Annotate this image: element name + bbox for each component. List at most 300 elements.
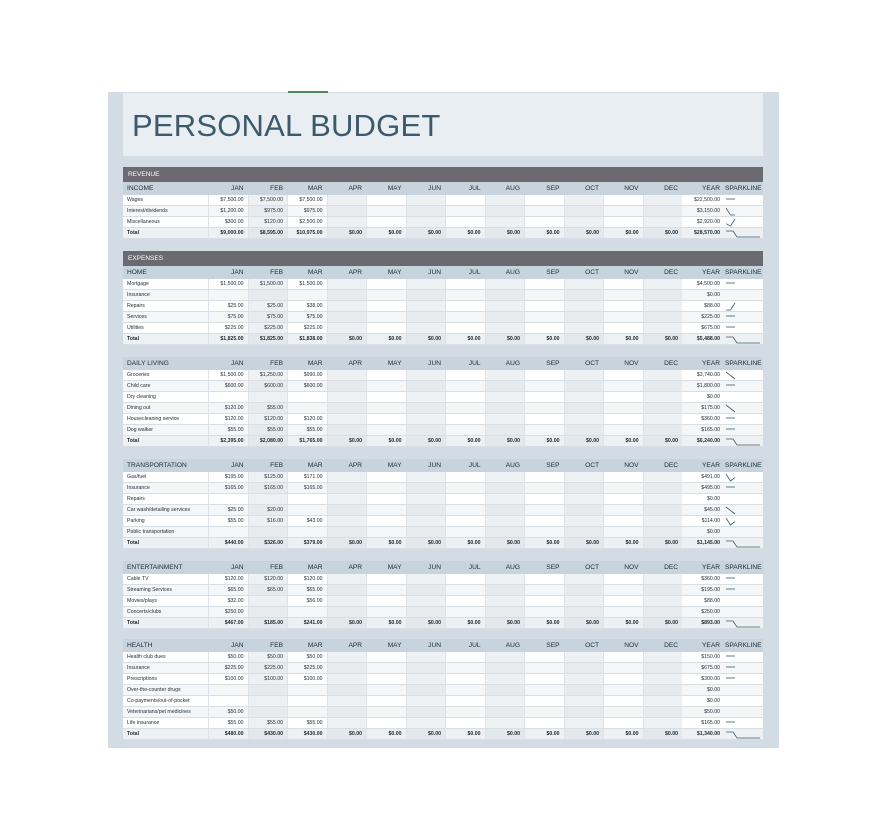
cell-nov[interactable] xyxy=(603,663,643,673)
cell-feb[interactable]: $50.00 xyxy=(248,652,288,662)
cell-jan[interactable]: $1,500.00 xyxy=(208,370,248,380)
cell-aug[interactable] xyxy=(485,494,525,504)
cell-feb[interactable]: $975.00 xyxy=(248,206,288,216)
row-label[interactable]: Repairs xyxy=(127,303,145,309)
cell-apr[interactable] xyxy=(327,414,367,424)
total-sep[interactable]: $0.00 xyxy=(524,618,564,628)
cell-aug[interactable] xyxy=(485,663,525,673)
cell-sep[interactable] xyxy=(524,290,564,300)
cell-apr[interactable] xyxy=(327,290,367,300)
cell-dec[interactable] xyxy=(643,527,683,537)
cell-apr[interactable] xyxy=(327,403,367,413)
cell-may[interactable] xyxy=(366,217,406,227)
cell-jul[interactable] xyxy=(445,323,485,333)
cell-feb[interactable]: $600.00 xyxy=(248,381,288,391)
cell-apr[interactable] xyxy=(327,652,367,662)
total-apr[interactable]: $0.00 xyxy=(327,228,367,238)
cell-may[interactable] xyxy=(366,685,406,695)
cell-mar[interactable]: $7,500.00 xyxy=(287,195,327,205)
cell-feb[interactable]: $1,250.00 xyxy=(248,370,288,380)
cell-jul[interactable] xyxy=(445,585,485,595)
row-label[interactable]: Insurance xyxy=(127,665,150,671)
total-year[interactable]: $28,570.00 xyxy=(694,230,720,236)
cell-aug[interactable] xyxy=(485,685,525,695)
cell-apr[interactable] xyxy=(327,596,367,606)
cell-nov[interactable] xyxy=(603,290,643,300)
cell-nov[interactable] xyxy=(603,323,643,333)
cell-sep[interactable] xyxy=(524,414,564,424)
total-dec[interactable]: $0.00 xyxy=(643,334,683,344)
cell-may[interactable] xyxy=(366,323,406,333)
cell-sep[interactable] xyxy=(524,483,564,493)
cell-may[interactable] xyxy=(366,381,406,391)
cell-sep[interactable] xyxy=(524,195,564,205)
cell-may[interactable] xyxy=(366,312,406,322)
year-total-cell[interactable]: $491.00 xyxy=(701,474,720,480)
total-year[interactable]: $1,145.00 xyxy=(696,540,720,546)
cell-mar[interactable]: $225.00 xyxy=(287,323,327,333)
cell-dec[interactable] xyxy=(643,674,683,684)
cell-dec[interactable] xyxy=(643,718,683,728)
row-label[interactable]: Veterinarians/pet medicines xyxy=(127,709,191,715)
total-feb[interactable]: $326.00 xyxy=(248,538,288,548)
total-nov[interactable]: $0.00 xyxy=(603,436,643,446)
cell-jun[interactable] xyxy=(406,425,446,435)
year-total-cell[interactable]: $0.00 xyxy=(707,529,720,535)
cell-mar[interactable] xyxy=(287,392,327,402)
total-dec[interactable]: $0.00 xyxy=(643,729,683,739)
cell-jun[interactable] xyxy=(406,607,446,617)
cell-aug[interactable] xyxy=(485,674,525,684)
cell-mar[interactable]: $2,500.00 xyxy=(287,217,327,227)
cell-nov[interactable] xyxy=(603,217,643,227)
cell-oct[interactable] xyxy=(564,585,604,595)
cell-may[interactable] xyxy=(366,574,406,584)
year-total-cell[interactable]: $250.00 xyxy=(701,609,720,615)
cell-jan[interactable]: $225.00 xyxy=(208,663,248,673)
cell-jun[interactable] xyxy=(406,206,446,216)
cell-apr[interactable] xyxy=(327,472,367,482)
cell-may[interactable] xyxy=(366,718,406,728)
total-year[interactable]: $6,240.00 xyxy=(696,438,720,444)
total-may[interactable]: $0.00 xyxy=(366,618,406,628)
cell-jun[interactable] xyxy=(406,414,446,424)
row-label[interactable]: Interest/dividends xyxy=(127,208,168,214)
cell-dec[interactable] xyxy=(643,403,683,413)
cell-apr[interactable] xyxy=(327,718,367,728)
cell-aug[interactable] xyxy=(485,472,525,482)
total-jan[interactable]: $480.00 xyxy=(208,729,248,739)
row-label[interactable]: Dog walker xyxy=(127,427,153,433)
row-label[interactable]: Mortgage xyxy=(127,281,149,287)
cell-mar[interactable] xyxy=(287,607,327,617)
cell-jun[interactable] xyxy=(406,596,446,606)
total-oct[interactable]: $0.00 xyxy=(564,729,604,739)
cell-feb[interactable]: $25.00 xyxy=(248,301,288,311)
cell-jun[interactable] xyxy=(406,217,446,227)
cell-oct[interactable] xyxy=(564,494,604,504)
cell-mar[interactable]: $990.00 xyxy=(287,370,327,380)
cell-apr[interactable] xyxy=(327,516,367,526)
total-oct[interactable]: $0.00 xyxy=(564,228,604,238)
total-year[interactable]: $5,488.00 xyxy=(696,336,720,342)
cell-jul[interactable] xyxy=(445,718,485,728)
cell-jan[interactable]: $1,200.00 xyxy=(208,206,248,216)
cell-may[interactable] xyxy=(366,370,406,380)
cell-may[interactable] xyxy=(366,414,406,424)
cell-may[interactable] xyxy=(366,483,406,493)
total-aug[interactable]: $0.00 xyxy=(485,228,525,238)
total-may[interactable]: $0.00 xyxy=(366,436,406,446)
cell-may[interactable] xyxy=(366,403,406,413)
cell-nov[interactable] xyxy=(603,206,643,216)
cell-oct[interactable] xyxy=(564,696,604,706)
cell-sep[interactable] xyxy=(524,685,564,695)
year-total-cell[interactable]: $1,800.00 xyxy=(696,383,720,389)
cell-mar[interactable]: $55.00 xyxy=(287,425,327,435)
cell-may[interactable] xyxy=(366,206,406,216)
cell-jan[interactable] xyxy=(208,527,248,537)
cell-nov[interactable] xyxy=(603,685,643,695)
cell-jan[interactable] xyxy=(208,494,248,504)
cell-may[interactable] xyxy=(366,392,406,402)
cell-feb[interactable]: $225.00 xyxy=(248,323,288,333)
cell-jun[interactable] xyxy=(406,370,446,380)
cell-aug[interactable] xyxy=(485,425,525,435)
cell-jan[interactable]: $1,500.00 xyxy=(208,279,248,289)
cell-sep[interactable] xyxy=(524,674,564,684)
cell-may[interactable] xyxy=(366,279,406,289)
cell-jun[interactable] xyxy=(406,290,446,300)
cell-mar[interactable] xyxy=(287,403,327,413)
cell-jun[interactable] xyxy=(406,323,446,333)
cell-jan[interactable]: $120.00 xyxy=(208,403,248,413)
cell-feb[interactable] xyxy=(248,596,288,606)
cell-nov[interactable] xyxy=(603,505,643,515)
cell-mar[interactable]: $600.00 xyxy=(287,381,327,391)
cell-jan[interactable]: $25.00 xyxy=(208,505,248,515)
row-label[interactable]: Concerts/clubs xyxy=(127,609,162,615)
cell-jul[interactable] xyxy=(445,527,485,537)
cell-jan[interactable]: $25.00 xyxy=(208,301,248,311)
cell-aug[interactable] xyxy=(485,403,525,413)
cell-dec[interactable] xyxy=(643,505,683,515)
cell-aug[interactable] xyxy=(485,607,525,617)
total-nov[interactable]: $0.00 xyxy=(603,729,643,739)
cell-nov[interactable] xyxy=(603,483,643,493)
year-total-cell[interactable]: $0.00 xyxy=(707,698,720,704)
cell-nov[interactable] xyxy=(603,279,643,289)
total-jul[interactable]: $0.00 xyxy=(445,334,485,344)
cell-may[interactable] xyxy=(366,301,406,311)
cell-dec[interactable] xyxy=(643,370,683,380)
cell-may[interactable] xyxy=(366,195,406,205)
cell-apr[interactable] xyxy=(327,370,367,380)
year-total-cell[interactable]: $114.00 xyxy=(701,518,720,524)
cell-nov[interactable] xyxy=(603,707,643,717)
cell-sep[interactable] xyxy=(524,301,564,311)
total-jun[interactable]: $0.00 xyxy=(406,228,446,238)
cell-mar[interactable]: $56.00 xyxy=(287,596,327,606)
cell-aug[interactable] xyxy=(485,574,525,584)
cell-mar[interactable] xyxy=(287,696,327,706)
total-feb[interactable]: $1,825.00 xyxy=(248,334,288,344)
cell-jul[interactable] xyxy=(445,663,485,673)
year-total-cell[interactable]: $300.00 xyxy=(701,676,720,682)
total-mar[interactable]: $379.00 xyxy=(287,538,327,548)
cell-may[interactable] xyxy=(366,663,406,673)
cell-feb[interactable]: $65.00 xyxy=(248,585,288,595)
cell-jul[interactable] xyxy=(445,596,485,606)
cell-jan[interactable] xyxy=(208,290,248,300)
total-sep[interactable]: $0.00 xyxy=(524,729,564,739)
cell-nov[interactable] xyxy=(603,392,643,402)
cell-jul[interactable] xyxy=(445,425,485,435)
cell-sep[interactable] xyxy=(524,323,564,333)
cell-may[interactable] xyxy=(366,505,406,515)
cell-jan[interactable]: $165.00 xyxy=(208,483,248,493)
cell-mar[interactable]: $225.00 xyxy=(287,663,327,673)
cell-oct[interactable] xyxy=(564,301,604,311)
year-total-cell[interactable]: $45.00 xyxy=(704,507,720,513)
year-total-cell[interactable]: $0.00 xyxy=(707,292,720,298)
cell-oct[interactable] xyxy=(564,718,604,728)
cell-jun[interactable] xyxy=(406,707,446,717)
cell-oct[interactable] xyxy=(564,663,604,673)
cell-sep[interactable] xyxy=(524,574,564,584)
cell-nov[interactable] xyxy=(603,472,643,482)
cell-mar[interactable]: $120.00 xyxy=(287,574,327,584)
cell-dec[interactable] xyxy=(643,217,683,227)
total-aug[interactable]: $0.00 xyxy=(485,538,525,548)
cell-jan[interactable] xyxy=(208,696,248,706)
cell-may[interactable] xyxy=(366,707,406,717)
cell-dec[interactable] xyxy=(643,414,683,424)
row-label[interactable]: Health club dues xyxy=(127,654,166,660)
cell-jan[interactable]: $100.00 xyxy=(208,674,248,684)
cell-jul[interactable] xyxy=(445,290,485,300)
cell-jan[interactable]: $120.00 xyxy=(208,574,248,584)
cell-aug[interactable] xyxy=(485,483,525,493)
cell-aug[interactable] xyxy=(485,392,525,402)
cell-sep[interactable] xyxy=(524,663,564,673)
cell-nov[interactable] xyxy=(603,403,643,413)
cell-aug[interactable] xyxy=(485,206,525,216)
cell-oct[interactable] xyxy=(564,370,604,380)
cell-oct[interactable] xyxy=(564,574,604,584)
cell-may[interactable] xyxy=(366,290,406,300)
total-nov[interactable]: $0.00 xyxy=(603,538,643,548)
cell-may[interactable] xyxy=(366,516,406,526)
total-oct[interactable]: $0.00 xyxy=(564,334,604,344)
cell-feb[interactable]: $16.00 xyxy=(248,516,288,526)
total-may[interactable]: $0.00 xyxy=(366,228,406,238)
cell-dec[interactable] xyxy=(643,290,683,300)
cell-dec[interactable] xyxy=(643,195,683,205)
year-total-cell[interactable]: $165.00 xyxy=(701,427,720,433)
total-jun[interactable]: $0.00 xyxy=(406,618,446,628)
cell-apr[interactable] xyxy=(327,381,367,391)
cell-jan[interactable] xyxy=(208,685,248,695)
cell-dec[interactable] xyxy=(643,596,683,606)
cell-feb[interactable]: $125.00 xyxy=(248,472,288,482)
total-jul[interactable]: $0.00 xyxy=(445,538,485,548)
year-total-cell[interactable]: $4,500.00 xyxy=(696,281,720,287)
cell-jul[interactable] xyxy=(445,516,485,526)
cell-oct[interactable] xyxy=(564,652,604,662)
cell-jan[interactable]: $55.00 xyxy=(208,516,248,526)
cell-feb[interactable]: $75.00 xyxy=(248,312,288,322)
cell-dec[interactable] xyxy=(643,472,683,482)
cell-jul[interactable] xyxy=(445,685,485,695)
cell-mar[interactable]: $65.00 xyxy=(287,585,327,595)
cell-nov[interactable] xyxy=(603,718,643,728)
cell-apr[interactable] xyxy=(327,505,367,515)
cell-dec[interactable] xyxy=(643,652,683,662)
total-nov[interactable]: $0.00 xyxy=(603,334,643,344)
year-total-cell[interactable]: $2,920.00 xyxy=(696,219,720,225)
cell-jan[interactable]: $195.00 xyxy=(208,472,248,482)
cell-oct[interactable] xyxy=(564,425,604,435)
cell-jul[interactable] xyxy=(445,607,485,617)
cell-mar[interactable] xyxy=(287,527,327,537)
cell-nov[interactable] xyxy=(603,596,643,606)
year-total-cell[interactable]: $225.00 xyxy=(701,314,720,320)
cell-jan[interactable]: $600.00 xyxy=(208,381,248,391)
cell-mar[interactable] xyxy=(287,707,327,717)
cell-aug[interactable] xyxy=(485,381,525,391)
cell-may[interactable] xyxy=(366,607,406,617)
cell-apr[interactable] xyxy=(327,696,367,706)
cell-jun[interactable] xyxy=(406,663,446,673)
row-label[interactable]: Cable TV xyxy=(127,576,149,582)
total-dec[interactable]: $0.00 xyxy=(643,436,683,446)
cell-jun[interactable] xyxy=(406,312,446,322)
cell-feb[interactable] xyxy=(248,685,288,695)
total-jun[interactable]: $0.00 xyxy=(406,334,446,344)
cell-jul[interactable] xyxy=(445,312,485,322)
row-label[interactable]: Dry cleaning xyxy=(127,394,156,400)
row-label[interactable]: Services xyxy=(127,314,147,320)
total-dec[interactable]: $0.00 xyxy=(643,618,683,628)
cell-sep[interactable] xyxy=(524,425,564,435)
cell-aug[interactable] xyxy=(485,195,525,205)
year-total-cell[interactable]: $22,500.00 xyxy=(694,197,720,203)
cell-jun[interactable] xyxy=(406,403,446,413)
cell-oct[interactable] xyxy=(564,381,604,391)
year-total-cell[interactable]: $675.00 xyxy=(701,665,720,671)
year-total-cell[interactable]: $150.00 xyxy=(701,654,720,660)
cell-jul[interactable] xyxy=(445,707,485,717)
cell-jul[interactable] xyxy=(445,472,485,482)
cell-sep[interactable] xyxy=(524,696,564,706)
cell-nov[interactable] xyxy=(603,494,643,504)
cell-dec[interactable] xyxy=(643,585,683,595)
cell-jun[interactable] xyxy=(406,494,446,504)
cell-feb[interactable]: $55.00 xyxy=(248,718,288,728)
cell-jan[interactable]: $120.00 xyxy=(208,414,248,424)
cell-jul[interactable] xyxy=(445,674,485,684)
cell-feb[interactable]: $120.00 xyxy=(248,414,288,424)
cell-may[interactable] xyxy=(366,596,406,606)
cell-jul[interactable] xyxy=(445,381,485,391)
cell-mar[interactable]: $165.00 xyxy=(287,483,327,493)
cell-aug[interactable] xyxy=(485,696,525,706)
cell-nov[interactable] xyxy=(603,370,643,380)
total-feb[interactable]: $2,080.00 xyxy=(248,436,288,446)
cell-dec[interactable] xyxy=(643,607,683,617)
cell-oct[interactable] xyxy=(564,596,604,606)
cell-dec[interactable] xyxy=(643,279,683,289)
total-oct[interactable]: $0.00 xyxy=(564,436,604,446)
cell-feb[interactable]: $1,500.00 xyxy=(248,279,288,289)
cell-dec[interactable] xyxy=(643,301,683,311)
cell-jun[interactable] xyxy=(406,674,446,684)
cell-dec[interactable] xyxy=(643,663,683,673)
total-jun[interactable]: $0.00 xyxy=(406,538,446,548)
cell-jan[interactable]: $55.00 xyxy=(208,718,248,728)
cell-dec[interactable] xyxy=(643,685,683,695)
cell-apr[interactable] xyxy=(327,663,367,673)
total-sep[interactable]: $0.00 xyxy=(524,334,564,344)
cell-sep[interactable] xyxy=(524,596,564,606)
year-total-cell[interactable]: $0.00 xyxy=(707,496,720,502)
total-mar[interactable]: $241.00 xyxy=(287,618,327,628)
cell-oct[interactable] xyxy=(564,195,604,205)
cell-aug[interactable] xyxy=(485,652,525,662)
cell-mar[interactable] xyxy=(287,685,327,695)
cell-apr[interactable] xyxy=(327,195,367,205)
cell-apr[interactable] xyxy=(327,685,367,695)
cell-may[interactable] xyxy=(366,527,406,537)
cell-feb[interactable]: $120.00 xyxy=(248,217,288,227)
cell-oct[interactable] xyxy=(564,206,604,216)
cell-apr[interactable] xyxy=(327,312,367,322)
cell-feb[interactable] xyxy=(248,707,288,717)
cell-nov[interactable] xyxy=(603,312,643,322)
cell-jun[interactable] xyxy=(406,301,446,311)
cell-nov[interactable] xyxy=(603,527,643,537)
total-apr[interactable]: $0.00 xyxy=(327,618,367,628)
total-apr[interactable]: $0.00 xyxy=(327,334,367,344)
row-label[interactable]: Dining out xyxy=(127,405,151,411)
row-label[interactable]: Car wash/detailing services xyxy=(127,507,191,513)
total-jun[interactable]: $0.00 xyxy=(406,436,446,446)
cell-mar[interactable]: $975.00 xyxy=(287,206,327,216)
row-label[interactable]: Parking xyxy=(127,518,145,524)
total-feb[interactable]: $8,595.00 xyxy=(248,228,288,238)
cell-apr[interactable] xyxy=(327,392,367,402)
cell-aug[interactable] xyxy=(485,596,525,606)
cell-dec[interactable] xyxy=(643,312,683,322)
cell-mar[interactable] xyxy=(287,505,327,515)
cell-jun[interactable] xyxy=(406,472,446,482)
total-may[interactable]: $0.00 xyxy=(366,538,406,548)
cell-jul[interactable] xyxy=(445,392,485,402)
cell-mar[interactable] xyxy=(287,494,327,504)
cell-feb[interactable]: $7,500.00 xyxy=(248,195,288,205)
cell-oct[interactable] xyxy=(564,312,604,322)
row-label[interactable]: Insurance xyxy=(127,485,150,491)
cell-feb[interactable] xyxy=(248,392,288,402)
cell-jul[interactable] xyxy=(445,652,485,662)
cell-jan[interactable]: $65.00 xyxy=(208,585,248,595)
year-total-cell[interactable]: $88.00 xyxy=(704,598,720,604)
cell-apr[interactable] xyxy=(327,707,367,717)
cell-mar[interactable]: $38.00 xyxy=(287,301,327,311)
year-total-cell[interactable]: $3,740.00 xyxy=(696,372,720,378)
total-jan[interactable]: $9,000.00 xyxy=(208,228,248,238)
